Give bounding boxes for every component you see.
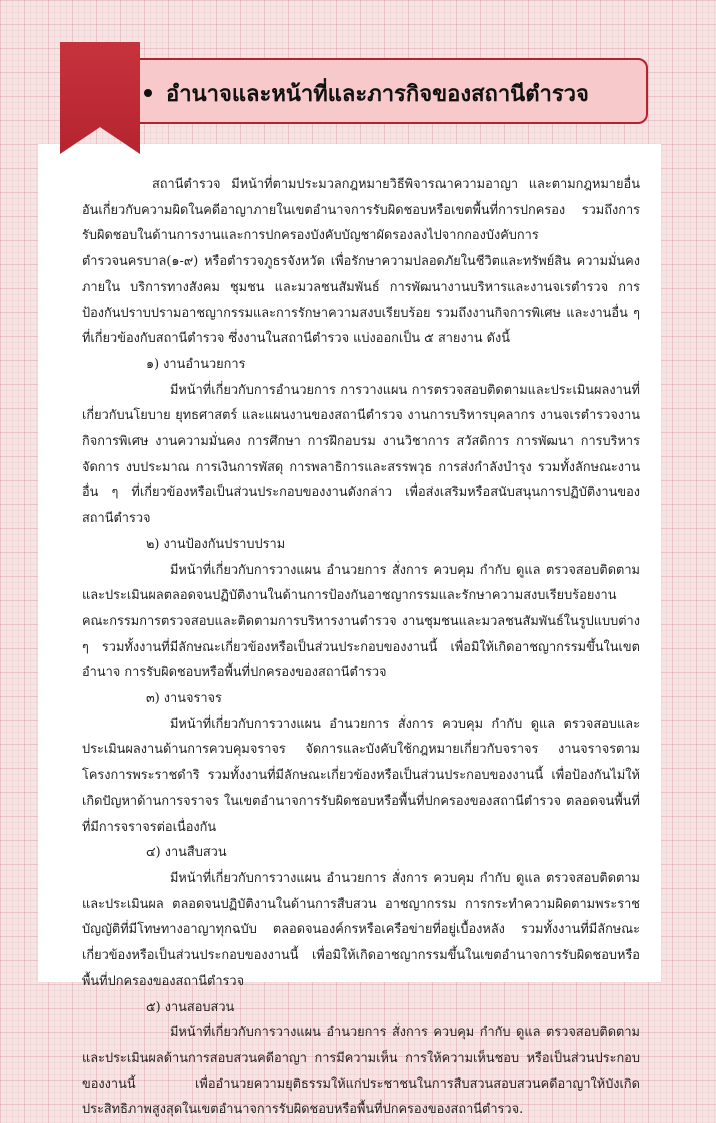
intro-paragraph: สถานีตำรวจ มีหน้าที่ตามประมวลกฎหมายวิธีพิจารณาความอาญา และตามกฎหมายอื่นอันเกี่ยวกับความผิดในคดีอาญาภายในเขตอำนาจการรับผิดชอบหรือเขตพื้นที่การปกครอง รวมถึงการรับผิดชอบในด้านการงานและการปกครองบังคับบัญชาผัดรองลงไปจากกองบังคับการตำรวจนครบาล(๑-๙) หรือตำรวจภูธรจังหวัด เพื่อรักษาความปลอดภัยในชีวิตและทรัพย์สิน ความมั่นคงภายใน บริการทางสังคม ชุมชน และมวลชนสัมพันธ์ การพัฒนางานบริหารและงานจเรตำรวจ การป้องกันปราบปรามอาชญากรรมและการรักษาความสงบเรียบร้อย รวมถึงงานกิจการพิเศษ และงานอื่น ๆ ที่เกี่ยวข้องกับสถานีตำรวจ ซึ่งงานในสถานีตำรวจ แบ่งออกเป็น ๕ สายงาน ดังนี้ (82, 177, 640, 347)
bullet-icon (144, 89, 152, 97)
section-heading-administration: ๑) งานอำนวยการ (146, 356, 246, 372)
section-body-investigation: มีหน้าที่เกี่ยวกับการวางแผน อำนวยการ สั่งการ ควบคุม กำกับ ดูแล ตรวจสอบติดตามและประเมินผล ตลอดจนปฏิบัติงานในด้านการสืบสวน อาชญากรรม การกระทำความผิดตามพระราชบัญญัติที่มีโทษทางอาญาทุกฉบับ ตลอดจนองค์กรหรือเครือข่ายที่อยู่เบื้องหลัง รวมทั้งงานที่มีลักษณะเกี่ยวข้องหรือเป็นส่วนประกอบของงานนี้ เพื่อมิให้เกิดอาชญากรรมขึ้นในเขตอำนาจการรับผิดชอบหรือพื้นที่ปกครองของสถานีตำรวจ (82, 870, 640, 989)
section-heading-traffic: ๓) งานจราจร (146, 691, 222, 707)
section-heading-investigation: ๔) งานสืบสวน (146, 845, 227, 861)
section-heading-crime-prevention: ๒) งานป้องกันปราบปราม (146, 536, 286, 552)
ribbon-decoration (60, 42, 140, 154)
section-heading-inquiry: ๕) งานสอบสวน (146, 999, 235, 1015)
section-body-traffic: มีหน้าที่เกี่ยวกับการวางแผน อำนวยการ สั่งการ ควบคุม กำกับ ดูแล ตรวจสอบและประเมินผลงานด้านการควบคุมจราจร จัดการและบังคับใช้กฎหมายเกี่ยวกับจราจร งานจราจรตามโครงการพระราชดำริ รวมทั้งงานที่มีลักษณะเกี่ยวข้องหรือเป็นส่วนประกอบของงานนี้ เพื่อป้องกันไม่ให้เกิดปัญหาด้านการจราจร ในเขตอำนาจการรับผิดชอบหรือพื้นที่ปกครองของสถานีตำรวจ ตลอดจนพื้นที่ที่มีการจราจรต่อเนื่องกัน (82, 716, 640, 835)
section-body-inquiry: มีหน้าที่เกี่ยวกับการวางแผน อำนวยการ สั่งการ ควบคุม กำกับ ดูแล ตรวจสอบติดตามและประเมินผลด้านการสอบสวนคดีอาญา การมีความเห็น การให้ความเห็นชอบ หรือเป็นส่วนประกอบของงานนี้ เพื่ออำนวยความยุติธรรมให้แก่ประชาชนในการสืบสวนสอบสวนคดีอาญาให้บังเกิดประสิทธิภาพสูงสุดในเขตอำนาจการรับผิดชอบหรือพื้นที่ปกครองของสถานีตำรวจ. (82, 1025, 640, 1118)
section-body-crime-prevention: มีหน้าที่เกี่ยวกับการวางแผน อำนวยการ สั่งการ ควบคุม กำกับ ดูแล ตรวจสอบติดตามและประเมินผลตลอดจนปฏิบัติงานในด้านการป้องกันอาชญากรรมและรักษาความสงบเรียบร้อยงานคณะกรรมการตรวจสอบและติดตามการบริหารงานตำรวจ งานชุมชนและมวลชนสัมพันธ์ในรูปแบบต่าง ๆ รวมทั้งงานที่มีลักษณะเกี่ยวข้องหรือเป็นส่วนประกอบของงานนี้ เพื่อมิให้เกิดอาชญากรรมขึ้นในเขตอำนาจ การรับผิดชอบหรือพื้นที่ปกครองของสถานีตำรวจ (82, 562, 640, 681)
section-body-administration: มีหน้าที่เกี่ยวกับการอำนวยการ การวางแผน การตรวจสอบติดตามและประเมินผลงานที่เกี่ยวกับนโยบาย ยุทธศาสตร์ และแผนงานของสถานีตำรวจ งานการบริหารบุคลากร งานจเรตำรวจงานกิจการพิเศษ งานความมั่นคง การศึกษา การฝึกอบรม งานวิชาการ สวัสดิการ การพัฒนา การบริหารจัดการ งบประมาณ การเงินการพัสดุ การพลาธิการและสรรพวุธ การส่งกำลังบำรุง รวมทั้งลักษณะงานอื่น ๆ ที่เกี่ยวข้องหรือเป็นส่วนประกอบของงานดังกล่าว เพื่อส่งเสริมหรือสนับสนุนการปฏิบัติงานของสถานีตำรวจ (82, 382, 640, 527)
document-text (82, 172, 640, 1123)
title-banner (128, 58, 648, 124)
content-panel (38, 144, 661, 1118)
page-title: อำนาจและหน้าที่และภารกิจของสถานีตำรวจ (166, 82, 589, 107)
